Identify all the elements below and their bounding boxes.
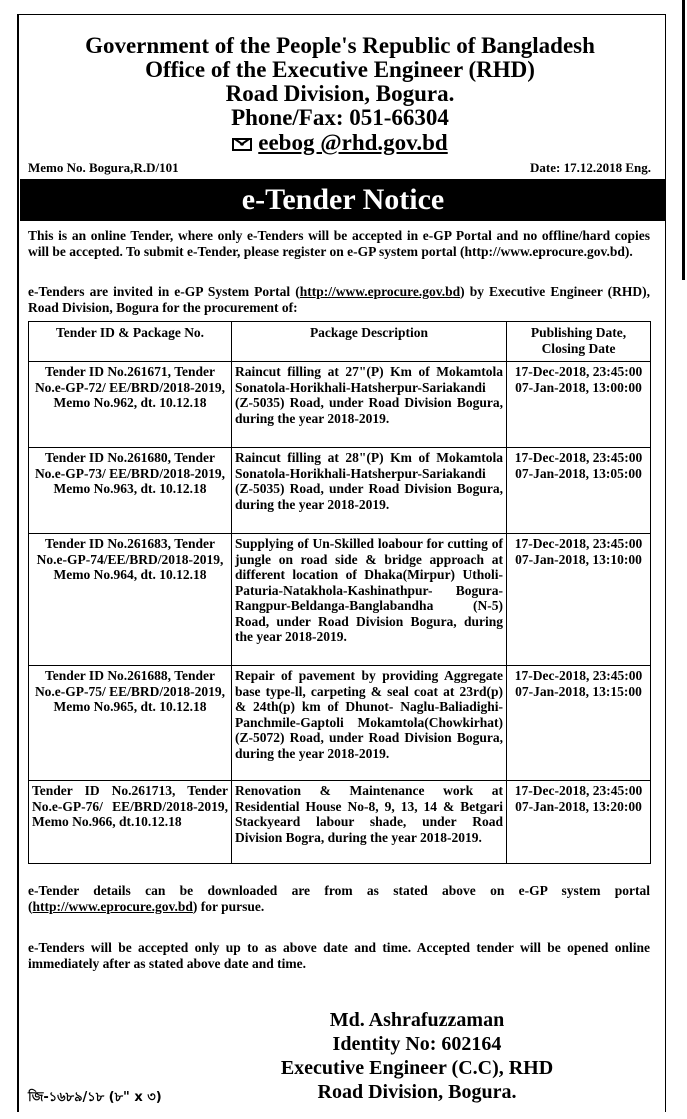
signatory-office: Road Division, Bogura.: [317, 1081, 517, 1103]
signatory-name: Md. Ashrafuzzaman: [329, 1009, 505, 1031]
tender-table: [28, 321, 651, 864]
tender-id-cell: Tender ID No.261671, Tender No.e-GP-72/ EE/BRD/2018-2019, Memo No.962, dt. 10.12.18: [29, 362, 232, 448]
envelope-icon: [232, 138, 252, 151]
dates-cell: 17-Dec-2018, 23:45:00 07-Jan-2018, 13:05:00: [507, 448, 651, 534]
package-desc-cell: Renovation & Maintenance work at Residential House No-8, 9, 13, 14 & Betgari Stackyeard labour shade, under Road Division Bogra, during the year 2018-2019.: [232, 781, 507, 864]
page-edge: [682, 0, 685, 280]
notice-title-banner: e-Tender Notice: [20, 179, 666, 221]
table-row: [29, 448, 651, 534]
memo-number: Memo No. Bogura,R.D/101: [28, 160, 179, 175]
header-email-line: [20, 131, 660, 155]
dates-cell: 17-Dec-2018, 23:45:00 07-Jan-2018, 13:00:00: [507, 362, 651, 448]
header-email[interactable]: eebog @rhd.gov.bd: [258, 130, 448, 155]
tender-id-cell: Tender ID No.261680, Tender No.e-GP-73/ EE/BRD/2018-2019, Memo No.963, dt. 10.12.18: [29, 448, 232, 534]
col-header-id: Tender ID & Package No.: [29, 322, 232, 362]
table-row: [29, 781, 651, 864]
table-header-row: [29, 322, 651, 362]
intro-paragraph: This is an online Tender, where only e-Tenders will be accepted in e-GP Portal and no offline/hard copies will be accepted. To submit e-Tender, please register on e-GP system portal (http://www.eprocure.gov.bd).: [28, 228, 650, 259]
package-desc-cell: Supplying of Un-Skilled loabour for cutting of jungle on road side & bridge approach at different location of Dhaka(Mirpur) Utholi-Paturia-Natakhola-Kashinathpur- Bogura-Rangpur-Beldanga-Banglabandha (N-5) Road, under Road Division Bogura, during the year 2018-2019.: [232, 534, 507, 666]
footer-code: জি-১৬৮৯/১৮ (৮" x ৩): [28, 1090, 162, 1105]
tender-id-cell: Tender ID No.261683, Tender No.e-GP-74/EE/BRD/2018-2019, Memo No.964, dt. 10.12.18: [29, 534, 232, 666]
details-paragraph: e-Tender details can be downloaded are from as stated above on e-GP system portal (http://www.eprocure.gov.bd) for pursue.: [28, 883, 650, 914]
package-desc-cell: Raincut filling at 28"(P) Km of Mokamtola Sonatola-Horikhali-Hatsherpur-Sariakandi (Z-5035) Road, under Road Division Bogura, during the year 2018-2019.: [232, 448, 507, 534]
tender-id-cell: Tender ID No.261688, Tender No.e-GP-75/ EE/BRD/2018-2019, Memo No.965, dt. 10.12.18: [29, 666, 232, 781]
col-header-desc: Package Description: [232, 322, 507, 362]
signatory-title: Executive Engineer (C.C), RHD: [280, 1057, 554, 1079]
dates-cell: 17-Dec-2018, 23:45:00 07-Jan-2018, 13:15:00: [507, 666, 651, 781]
notice-date: Date: 17.12.2018 Eng.: [530, 160, 651, 175]
table-row: [29, 362, 651, 448]
eprocure-link-details[interactable]: http://www.eprocure.gov.bd: [32, 899, 193, 914]
header-division: Road Division, Bogura.: [225, 81, 455, 106]
tender-id-cell: Tender ID No.261713, Tender No.e-GP-76/ EE/BRD/2018-2019, Memo No.966, dt.10.12.18: [29, 781, 232, 864]
dates-cell: 17-Dec-2018, 23:45:00 07-Jan-2018, 13:20:00: [507, 781, 651, 864]
eprocure-link[interactable]: http://www.eprocure.gov.bd: [299, 284, 461, 299]
acceptance-paragraph: e-Tenders will be accepted only up to as above date and time. Accepted tender will be opened online immediately after as stated above date and time.: [28, 940, 650, 971]
package-desc-cell: Repair of pavement by providing Aggregate base type-ll, carpeting & seal coat at 23rd(p) & 24th(p) km of Dhunot- Naglu-Baliadighi-Panchmile-Gaptoli Mokamtola(Chowkirhat) (Z-5072) Road, under Road Division Bogura, during the year 2018-2019.: [232, 666, 507, 781]
header-phone: Phone/Fax: 051-66304: [231, 105, 449, 130]
table-row: [29, 666, 651, 781]
dates-cell: 17-Dec-2018, 23:45:00 07-Jan-2018, 13:10:00: [507, 534, 651, 666]
header-government: Government of the People's Republic of Bangladesh: [85, 33, 595, 58]
package-desc-cell: Raincut filling at 27"(P) Km of Mokamtola Sonatola-Horikhali-Hatsherpur-Sariakandi (Z-5035) Road, under Road Division Bogura, during the year 2018-2019.: [232, 362, 507, 448]
header-office: Office of the Executive Engineer (RHD): [145, 57, 535, 82]
col-header-dates: Publishing Date, Closing Date: [507, 322, 651, 362]
table-row: [29, 534, 651, 666]
invitation-paragraph: e-Tenders are invited in e-GP System Portal (http://www.eprocure.gov.bd) by Executive Engineer (RHD), Road Division, Bogura for the procurement of:: [28, 284, 651, 315]
signatory-identity: Identity No: 602164: [332, 1033, 502, 1055]
